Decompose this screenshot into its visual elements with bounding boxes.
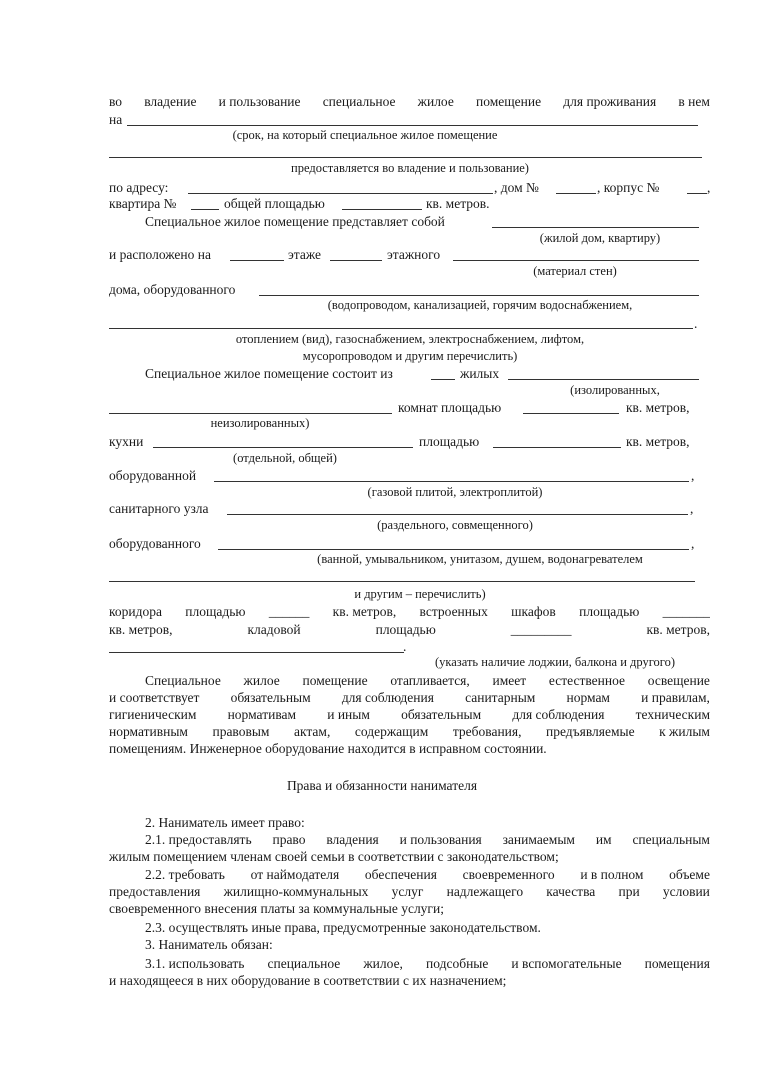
word: специальным [632, 832, 710, 847]
word: и правилам, [641, 690, 710, 705]
item-2-1-line-2: жилым помещением членам своей семьи в соответствии с законодательством; [109, 849, 559, 864]
word: к жилым [659, 724, 710, 739]
blank-apartment [191, 209, 219, 210]
caption-kitchen: (отдельной, общей) [233, 451, 337, 465]
unit-kitchen: кв. метров, [626, 434, 690, 449]
word: обязательным [401, 707, 482, 722]
word: гигиеническим [109, 707, 197, 722]
word: кв. метров, [332, 604, 397, 619]
blank-building [687, 193, 707, 194]
word: правовым [212, 724, 270, 739]
blank-kitchen [153, 447, 413, 448]
word: содержащим [354, 724, 429, 739]
justified-line [109, 94, 710, 110]
word: отапливается, [390, 673, 470, 688]
caption-utilities-3: мусоропроводом и другим перечислить) [302, 349, 518, 363]
item-2: 2. Наниматель имеет право: [145, 815, 305, 830]
word: услуг [391, 884, 424, 899]
word: встроенных [419, 604, 488, 619]
blank-sanitary [227, 514, 688, 515]
unit-label: кв. метров. [426, 196, 490, 211]
apartment-label: квартира № [109, 196, 177, 211]
caption-balcony: (указать наличие лоджии, балкона и другого) [434, 655, 676, 669]
kitchen-label: кухни [109, 434, 144, 449]
comma-fixtures: , [691, 536, 695, 551]
word: обеспечения [364, 867, 437, 882]
storage-line [109, 622, 710, 638]
item-3-1-line-2: и находящееся в них оборудование в соответствии с их назначением; [109, 973, 507, 988]
caption-non-isolated: неизолированных) [210, 416, 310, 430]
word: качества [546, 884, 596, 899]
word: и пользования [399, 832, 482, 847]
blank-fixtures-2 [109, 581, 695, 582]
caption-stove: (газовой плитой, электроплитой) [367, 485, 543, 499]
word: имеет [492, 673, 527, 688]
word: техническим [635, 707, 710, 722]
comma-sanitary: , [690, 501, 694, 516]
item-2-3: 2.3. осуществлять иные права, предусмотренные законодательством. [145, 920, 541, 935]
heating-line-5: помещениям. Инженерное оборудование находится в исправном состоянии. [109, 741, 547, 756]
word: и вспомогательные [511, 956, 622, 971]
caption-material: (материал стен) [533, 264, 617, 278]
blank-house [556, 193, 596, 194]
building-label: , корпус № [597, 180, 660, 195]
period: . [694, 316, 698, 331]
blank-storeys [330, 260, 382, 261]
blank-term-2 [109, 157, 702, 158]
word: естественное [548, 673, 625, 688]
word: кладовой [247, 622, 301, 637]
blank-fixtures [218, 549, 689, 550]
word: актам, [293, 724, 331, 739]
caption-fixtures-1: (ванной, умывальником, унитазом, душем, водонагревателем [317, 552, 643, 566]
blank-material [453, 260, 699, 261]
word: для проживания [563, 94, 657, 109]
word: для соблюдения [512, 707, 605, 722]
word: _________ [510, 622, 572, 637]
word: предъявляемые [546, 724, 635, 739]
word: жилое [243, 673, 280, 688]
blank-utilities [259, 295, 699, 296]
word: обязательным [230, 690, 311, 705]
word: для соблюдения [341, 690, 434, 705]
word: кв. метров, [646, 622, 710, 637]
blank-type [492, 227, 699, 228]
blank-address [188, 193, 493, 194]
item-3: 3. Наниматель обязан: [145, 937, 273, 952]
corridor-line [109, 604, 710, 620]
equipped-label: дома, оборудованного [109, 282, 236, 297]
word: требования, [452, 724, 522, 739]
heating-line-1 [145, 673, 710, 689]
word: площадью [185, 604, 246, 619]
word: нормам [566, 690, 610, 705]
item-3-1-line-1 [145, 956, 710, 972]
word: условии [662, 884, 710, 899]
word: помещение [302, 673, 368, 688]
word: Специальное [145, 673, 221, 688]
consists-label: Специальное жилое помещение состоит из [145, 366, 393, 381]
item-2-2-line-3: своевременного внесения платы за коммунальные услуги; [109, 901, 444, 916]
blank-stove [214, 481, 689, 482]
word: надлежащего [446, 884, 524, 899]
represents-label: Специальное жилое помещение представляет собой [145, 214, 445, 229]
word: владения [326, 832, 379, 847]
word: в нем [678, 94, 710, 109]
floor-label: этаже [288, 247, 321, 262]
equipped-kitchen-label: оборудованной [109, 468, 197, 483]
unit-rooms: кв. метров, [626, 400, 690, 415]
heating-line-2 [109, 690, 710, 706]
heating-line-3 [109, 707, 710, 723]
address-label: по адресу: [109, 180, 169, 195]
heating-line-4 [109, 724, 710, 740]
caption-term-1: (срок, на который специальное жилое помещение [232, 128, 498, 142]
house-label: , дом № [494, 180, 539, 195]
storey-label: этажного [387, 247, 441, 262]
comma-stove: , [691, 468, 695, 483]
word: жилищно-коммунальных [223, 884, 369, 899]
word: помещения [644, 956, 710, 971]
blank-area [342, 209, 422, 210]
word: санитарным [465, 690, 536, 705]
located-label: и расположено на [109, 247, 211, 262]
rooms-area-label: комнат площадью [398, 400, 502, 415]
word: от наймодателя [250, 867, 340, 882]
word: и в полном [580, 867, 644, 882]
period-balcony: . [403, 639, 407, 654]
living-label: жилых [460, 366, 500, 381]
word: кв. метров, [109, 622, 173, 637]
word: и иным [327, 707, 370, 722]
item-2-2-line-1 [145, 867, 710, 883]
word: нормативам [227, 707, 297, 722]
word: шкафов [511, 604, 556, 619]
word: освещение [647, 673, 710, 688]
word: специальное [322, 94, 396, 109]
word: и соответствует [109, 690, 200, 705]
word: помещение [476, 94, 542, 109]
word: жилое, [363, 956, 403, 971]
blank-kitchen-area [493, 447, 621, 448]
blank-term [127, 125, 698, 126]
word: право [272, 832, 306, 847]
caption-utilities-1: (водопроводом, канализацией, горячим водоснабжением, [327, 298, 633, 312]
word: своевременного [462, 867, 555, 882]
section-title: Права и обязанности нанимателя [286, 778, 478, 793]
word: предоставления [109, 884, 201, 899]
word: при [618, 884, 640, 899]
blank-isolated [508, 379, 699, 380]
word: 2.2. требовать [145, 867, 225, 882]
caption-utilities-2: отоплением (вид), газоснабжением, электроснабжением, лифтом, [235, 332, 585, 346]
blank-rooms-area [523, 413, 619, 414]
sanitary-label: санитарного узла [109, 501, 209, 516]
caption-type: (жилой дом, квартиру) [539, 231, 661, 245]
word: 3.1. использовать [145, 956, 245, 971]
blank-balcony [109, 652, 404, 653]
word: во [109, 94, 123, 109]
area-label: общей площадью [224, 196, 325, 211]
caption-sanitary: (раздельного, совмещенного) [377, 518, 533, 532]
blank-utilities-2 [109, 328, 693, 329]
blank-rooms-count [431, 379, 455, 380]
word: _______ [662, 604, 710, 619]
word: площадью [375, 622, 436, 637]
word: ______ [268, 604, 310, 619]
equipped-sanitary-label: оборудованного [109, 536, 201, 551]
caption-isolated: (изолированных, [570, 383, 660, 397]
word: владение [144, 94, 197, 109]
word: подсобные [426, 956, 489, 971]
blank-floor [230, 260, 284, 261]
caption-term-2: предоставляется во владение и пользование) [291, 161, 529, 175]
item-2-1-line-1 [145, 832, 710, 848]
word: объеме [669, 867, 710, 882]
caption-fixtures-2: и другим – перечислить) [354, 587, 486, 601]
word: 2.1. предоставлять [145, 832, 252, 847]
word: коридора [109, 604, 162, 619]
word: им [595, 832, 612, 847]
word: специальное [267, 956, 341, 971]
blank-isolated-2 [109, 413, 392, 414]
word: занимаемым [502, 832, 575, 847]
word: и пользование [218, 94, 301, 109]
word: жилое [417, 94, 454, 109]
comma: , [707, 180, 711, 195]
word: нормативным [109, 724, 188, 739]
word: площадью [579, 604, 640, 619]
item-2-2-line-2 [109, 884, 710, 900]
text-na: на [109, 112, 123, 127]
kitchen-area-label: площадью [419, 434, 480, 449]
